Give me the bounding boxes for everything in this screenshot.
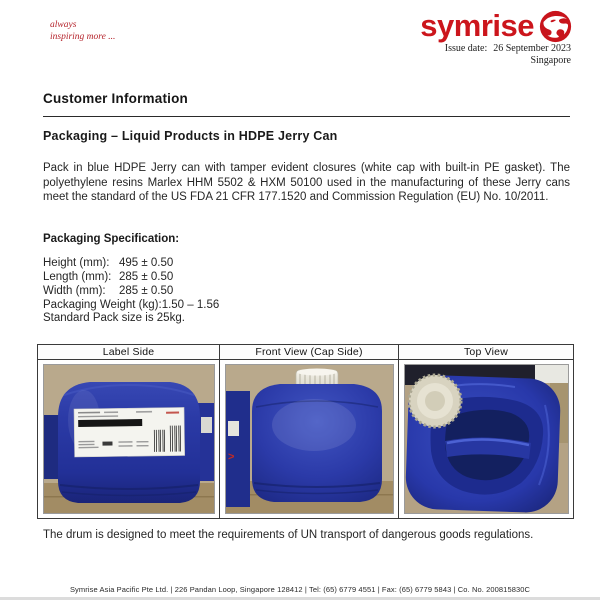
spec-label: Width (mm): bbox=[43, 284, 106, 297]
globe-icon bbox=[539, 10, 572, 43]
specification-title: Packaging Specification: bbox=[43, 233, 180, 245]
spec-value: 285 ± 0.50 bbox=[119, 284, 174, 297]
specification-list bbox=[43, 257, 570, 313]
photo-cell-top-view bbox=[399, 360, 574, 519]
packaging-photo-table bbox=[37, 344, 574, 519]
spec-label: Height (mm): bbox=[43, 257, 110, 269]
spec-value: 495 ± 0.50 bbox=[119, 257, 174, 269]
tagline-line1: always bbox=[50, 20, 77, 30]
issue-date-label: Issue date: bbox=[444, 43, 488, 54]
photo-cell-front-view bbox=[220, 360, 399, 519]
issue-date-value: 26 September 2023 bbox=[493, 43, 571, 54]
spec-label: Packaging Weight (kg): bbox=[43, 298, 162, 311]
spec-value: 1.50 – 1.56 bbox=[161, 298, 220, 311]
jerry-can-front-view-photo bbox=[225, 364, 394, 514]
jerry-can-top-view-photo bbox=[404, 364, 569, 514]
photo-table-image-row bbox=[38, 360, 574, 519]
brand-tagline bbox=[50, 20, 115, 43]
issue-date bbox=[445, 43, 571, 54]
svg-text:>: > bbox=[227, 451, 234, 463]
tagline-line2: inspiring more ... bbox=[50, 31, 116, 42]
footer-company-info: Symrise Asia Pacific Pte Ltd. | 226 Pandan Loop, Singapore 128412 | Tel: (65) 6779 4551 | Fax: (65) 6779 5843 | Co. No. 200815830C bbox=[69, 585, 531, 594]
photo-caption-label-side: Label Side bbox=[38, 345, 220, 360]
spec-row-weight bbox=[43, 299, 570, 313]
spec-row-length bbox=[43, 271, 570, 285]
photo-cell-label-side bbox=[38, 360, 220, 519]
closing-paragraph: The drum is designed to meet the requirements of UN transport of dangerous goods regulations. bbox=[43, 529, 534, 541]
spec-row-width bbox=[43, 285, 570, 299]
pack-size-note: Standard Pack size is 25kg. bbox=[43, 312, 185, 324]
jerry-can-label-side-photo bbox=[43, 364, 215, 514]
section-title: Customer Information bbox=[43, 91, 570, 117]
photo-table-header-row bbox=[38, 345, 574, 360]
photo-caption-top-view: Top View bbox=[399, 345, 574, 360]
spec-row-height bbox=[43, 257, 570, 271]
photo-caption-front-view: Front View (Cap Side) bbox=[220, 345, 399, 360]
spec-value: 285 ± 0.50 bbox=[119, 270, 174, 283]
symrise-logo-text: symrise bbox=[420, 8, 534, 43]
symrise-logo bbox=[420, 9, 572, 43]
issue-location: Singapore bbox=[530, 55, 571, 66]
document-title: Packaging – Liquid Products in HDPE Jerry Can bbox=[43, 129, 338, 143]
spec-label: Length (mm): bbox=[43, 270, 112, 283]
intro-paragraph: Pack in blue HDPE Jerry can with tamper evident closures (white cap with built-in PE gasket). The polyethylene resins Marlex HHM 5502 & HXM 50100 used in the manufacturing of these Jerry cans meet the standard of the US FDA 21 CFR 177.1520 and Commission Regulation (EU) No. 10/2011. bbox=[43, 162, 570, 204]
